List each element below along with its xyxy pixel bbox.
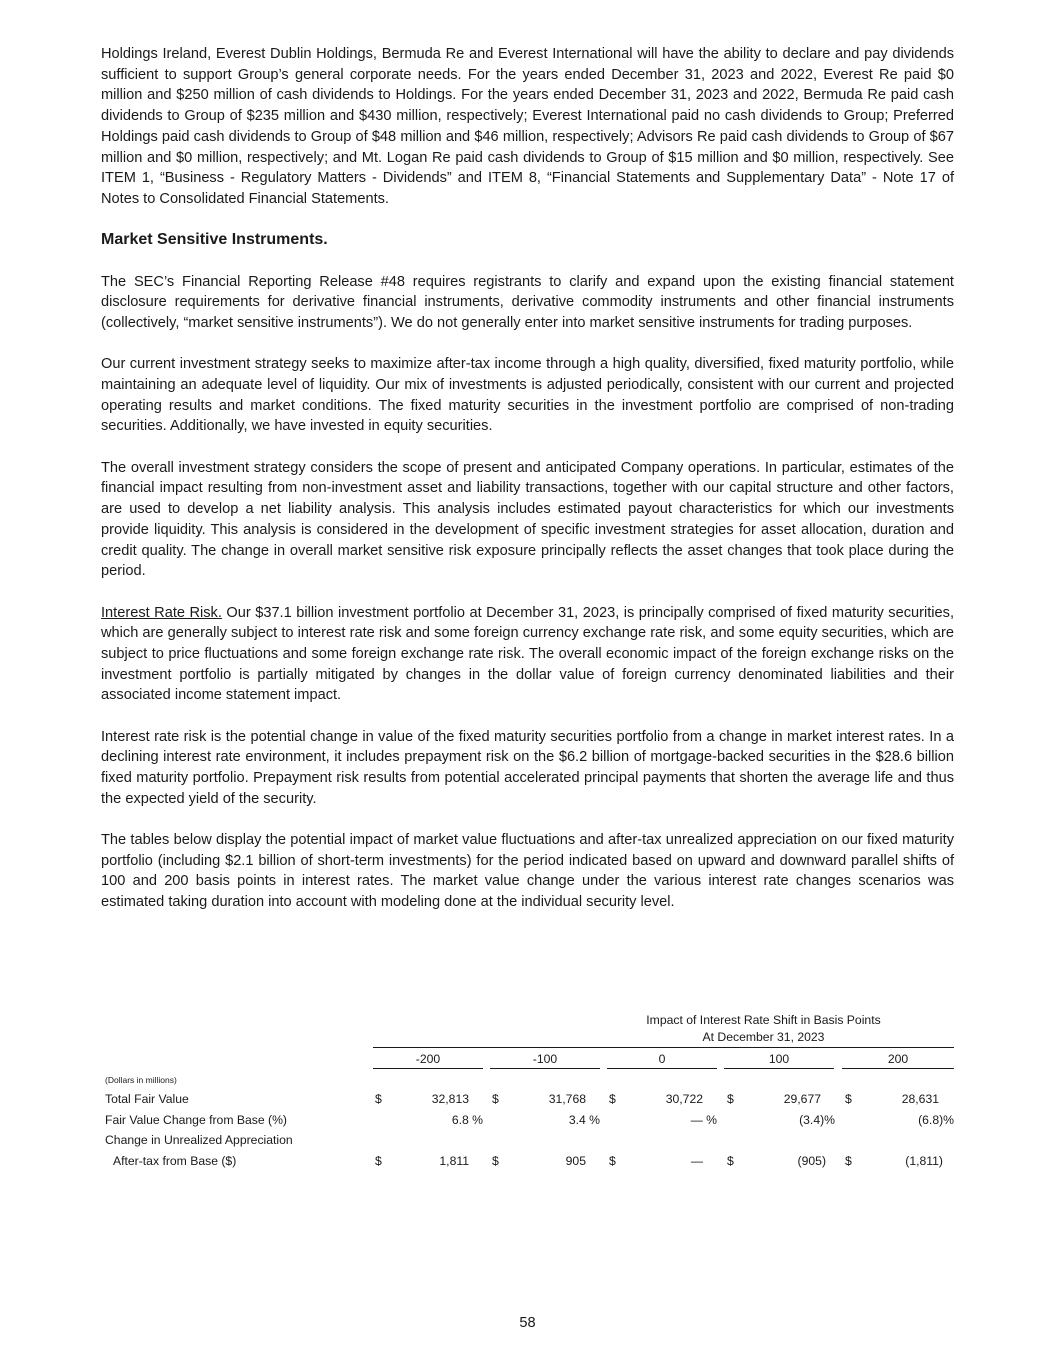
table-cell: 30,722 xyxy=(665,1092,703,1106)
column-header: -100 xyxy=(532,1052,558,1066)
paragraph-table-intro: The tables below display the potential impact of market value fluctuations and after-tax unrealized appreciation on our fixed maturity portfolio (including $2.1 billion of short-term investments) for the period indicated based on upward and downward parallel shifts of 100 and 200 basis points in interest rates. The market value change under the various interest rate changes scenarios was estimated taking duration into account with modeling done at the individual security level. xyxy=(101,832,954,911)
table-cell: 3.4 % xyxy=(568,1113,600,1127)
interest-rate-risk-label: Interest Rate Risk. xyxy=(101,604,222,621)
dollar-sign: $ xyxy=(845,1154,852,1168)
row-label: Fair Value Change from Base (%) xyxy=(105,1113,287,1127)
table-title: Impact of Interest Rate Shift in Basis Points xyxy=(646,1013,881,1027)
paragraph-dividends: Holdings Ireland, Everest Dublin Holdings, Bermuda Re and Everest International will have the ability to declare and pay dividends sufficient to support Group’s general corporate needs. For the years ended December 31, 2023 and 2022, Everest Re paid $0 million and $250 million of cash dividends to Holdings. For the years ended December 31, 2023 and 2022, Bermuda Re paid cash dividends to Group of $235 million and $430 million, respectively; Everest International paid no cash dividends to Group; Preferred Holdings paid cash dividends to Group of $48 million and $46 million, respectively; Advisors Re paid cash dividends to Group of $67 million and $0 million, respectively; and Mt. Logan Re paid cash dividends to Group of $15 million and $0 million, respectively. See ITEM 1, “Business - Regulatory Matters - Dividends” and ITEM 8, “Financial Statements and Supplementary Data” - Note 17 of Notes to Consolidated Financial Statements. xyxy=(101,46,954,207)
table-cell: 28,631 xyxy=(901,1092,939,1106)
dollar-sign: $ xyxy=(609,1092,616,1106)
dollar-sign: $ xyxy=(845,1092,852,1106)
paragraph-prepayment-risk: Interest rate risk is the potential change in value of the fixed maturity securities portfolio from a change in market interest rates. In a declining interest rate environment, it includes prepayment risk on the $6.2 billion of mortgage-backed securities in the $28.6 billion fixed maturity portfolio. Prepayment risk results from potential accelerated principal payments that shorten the average life and thus the expected yield of the security. xyxy=(101,728,954,807)
table-cell: — % xyxy=(690,1113,717,1127)
paragraph-investment-strategy: Our current investment strategy seeks to maximize after-tax income through a high quality, diversified, fixed maturity portfolio, while maintaining an adequate level of liquidity. Our mix of investments is adjusted periodically, consistent with our current and projected operating results and market conditions. The fixed maturity securities in the investment portfolio are comprised of non-trading securities. Additionally, we have invested in equity securities. xyxy=(101,356,954,435)
table-cell: — xyxy=(690,1154,703,1168)
section-heading: Market Sensitive Instruments. xyxy=(101,230,328,248)
column-header: 200 xyxy=(887,1052,909,1066)
table-cell: (3.4)% xyxy=(799,1113,835,1127)
units-note: (Dollars in millions) xyxy=(105,1075,177,1085)
paragraph-sec-release: The SEC’s Financial Reporting Release #48 requires registrants to clarify and expand upon the existing financial statement disclosure requirements for derivative financial instruments, derivative commodity instruments and other financial instruments (collectively, “market sensitive instruments”). We do not generally enter into market sensitive instruments for trading purposes. xyxy=(101,273,954,332)
column-rule xyxy=(490,1068,600,1069)
document-body xyxy=(101,44,954,913)
column-header: 100 xyxy=(768,1052,790,1066)
table-cell: 1,811 xyxy=(439,1154,469,1168)
table-header-rule xyxy=(373,1047,954,1048)
table-cell: 29,677 xyxy=(783,1092,821,1106)
row-label: Total Fair Value xyxy=(105,1092,189,1106)
page-number: 58 xyxy=(519,1315,536,1331)
paragraph-interest-rate-risk xyxy=(101,603,954,707)
table-cell: 32,813 xyxy=(431,1092,469,1106)
table-cell: (1,811) xyxy=(905,1154,943,1168)
column-header: 0 xyxy=(658,1052,666,1066)
row-label: Change in Unrealized Appreciation xyxy=(105,1133,293,1147)
dollar-sign: $ xyxy=(375,1154,382,1168)
column-header: -200 xyxy=(415,1052,441,1066)
column-rule xyxy=(373,1068,483,1069)
table-cell: (905) xyxy=(797,1154,826,1168)
column-rule xyxy=(607,1068,717,1069)
dollar-sign: $ xyxy=(492,1092,499,1106)
table-cell: (6.8)% xyxy=(918,1113,954,1127)
column-rule xyxy=(724,1068,834,1069)
interest-rate-risk-text: Our $37.1 billion investment portfolio at December 31, 2023, is principally comprised of fixed maturity securities, which are generally subject to interest rate risk and some foreign currency exchange rate risk, and some equity securities, which are subject to price fluctuations and some foreign exchange rate risk. The overall economic impact of the foreign exchange risks on the investment portfolio is partially mitigated by changes in the dollar value of foreign currency denominated liabilities and their associated income statement impact. xyxy=(101,604,954,704)
column-rule xyxy=(842,1068,954,1069)
table-subtitle: At December 31, 2023 xyxy=(702,1030,825,1044)
dollar-sign: $ xyxy=(727,1154,734,1168)
table-cell: 6.8 % xyxy=(451,1113,483,1127)
table-cell: 905 xyxy=(565,1154,586,1168)
dollar-sign: $ xyxy=(609,1154,616,1168)
table-cell: 31,768 xyxy=(548,1092,586,1106)
dollar-sign: $ xyxy=(375,1092,382,1106)
row-label: After-tax from Base ($) xyxy=(113,1154,237,1168)
paragraph-overall-strategy: The overall investment strategy considers the scope of present and anticipated Company operations. In particular, estimates of the financial impact resulting from non-investment asset and liability transactions, together with our capital structure and other factors, are used to develop a net liability analysis. This analysis includes estimated payout characteristics for which our investments provide liquidity. This analysis is considered in the development of specific investment strategies for asset allocation, duration and credit quality. The change in overall market sensitive risk exposure principally reflects the asset changes that took place during the period. xyxy=(101,459,954,580)
dollar-sign: $ xyxy=(492,1154,499,1168)
dollar-sign: $ xyxy=(727,1092,734,1106)
